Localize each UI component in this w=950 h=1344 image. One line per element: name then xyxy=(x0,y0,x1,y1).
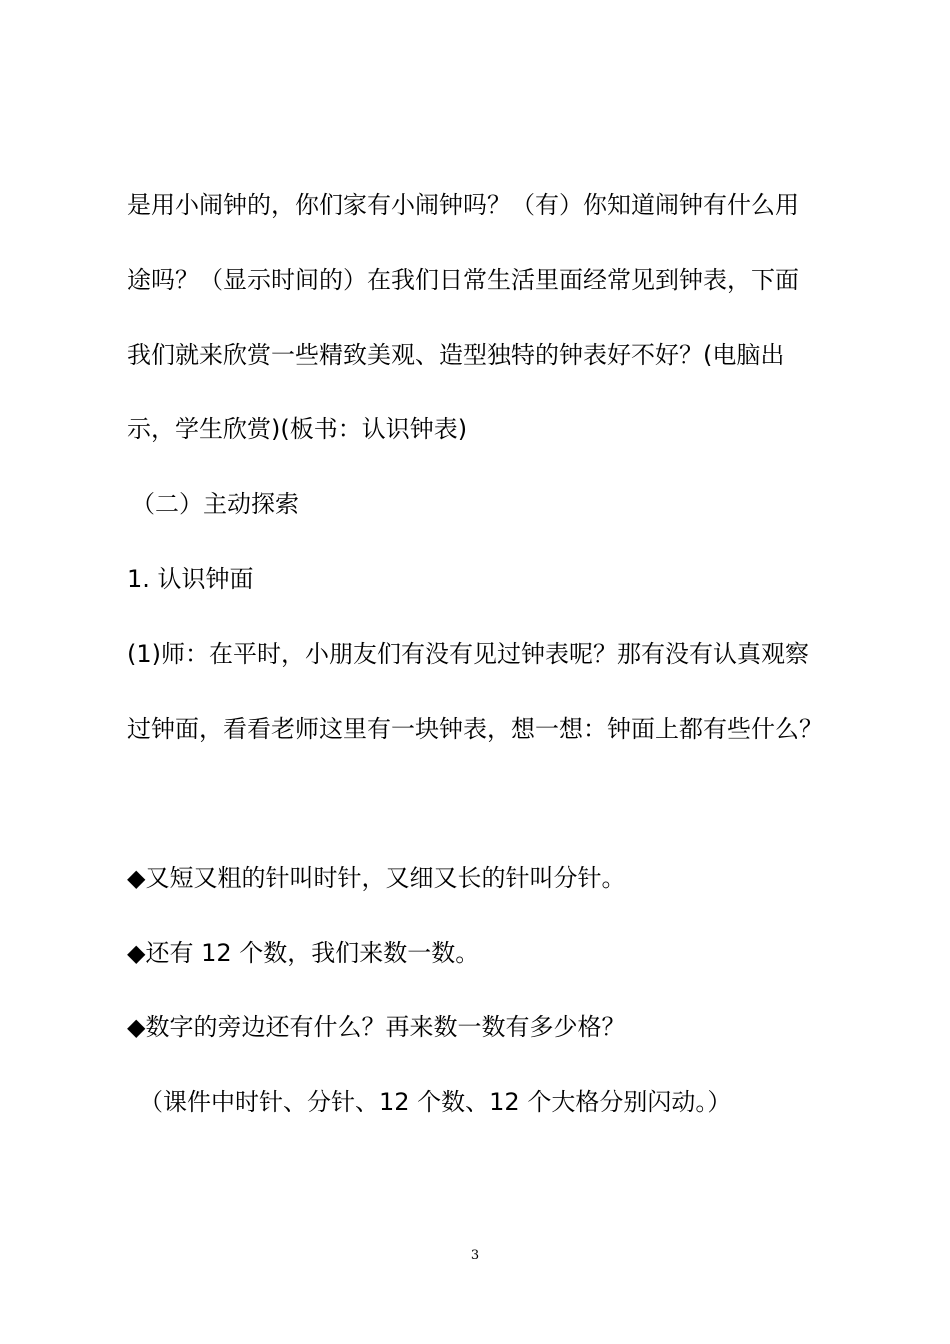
bullet-item-3: ◆数字的旁边还有什么？再来数一数有多少格？ xyxy=(127,1013,626,1041)
paragraph-line-4: 示，学生欣赏)(板书：认识钟表) xyxy=(127,415,468,443)
note-line: （课件中时针、分针、12 个数、12 个大格分别闪动。） xyxy=(139,1088,732,1116)
paragraph-line-6: 过钟面，看看老师这里有一块钟表，想一想：钟面上都有些什么？ xyxy=(127,715,823,743)
bullet-item-1: ◆又短又粗的针叫时针，又细又长的针叫分针。 xyxy=(127,864,626,892)
paragraph-line-2: 途吗？（显示时间的）在我们日常生活里面经常见到钟表，下面 xyxy=(127,266,799,294)
page-number: 3 xyxy=(470,1248,480,1263)
paragraph-line-3: 我们就来欣赏一些精致美观、造型独特的钟表好不好？(电脑出 xyxy=(127,341,785,369)
bullet-item-2: ◆还有 12 个数，我们来数一数。 xyxy=(127,939,480,967)
section-heading: （二）主动探索 xyxy=(131,490,299,518)
paragraph-line-5: (1)师：在平时，小朋友们有没有见过钟表呢？那有没有认真观察 xyxy=(127,640,809,668)
paragraph-line-1: 是用小闹钟的，你们家有小闹钟吗？（有）你知道闹钟有什么用 xyxy=(127,191,799,219)
subsection-heading: 1. 认识钟面 xyxy=(127,565,254,593)
